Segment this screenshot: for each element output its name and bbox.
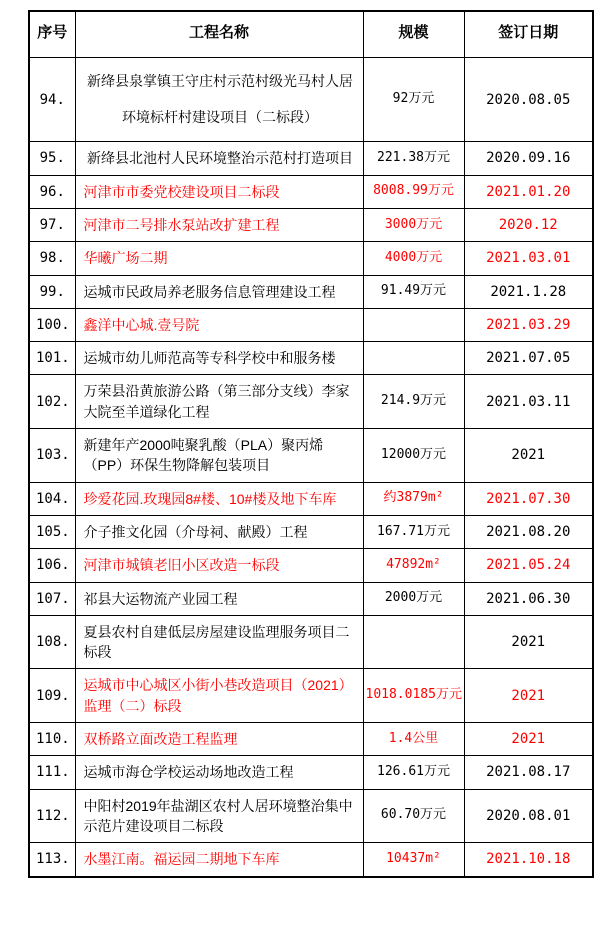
table-row (29, 515, 593, 548)
project-scale (363, 615, 464, 669)
row-number: 101. (29, 342, 75, 375)
row-number: 113. (29, 843, 75, 877)
signing-date: 2021.08.17 (464, 756, 593, 789)
table-row (29, 669, 593, 723)
project-scale: 10437m² (363, 843, 464, 877)
project-name: 新绛县泉掌镇王守庄村示范村级光马村人居环境标杆村建设项目（二标段） (75, 58, 363, 142)
col-header-name: 工程名称 (75, 11, 363, 58)
signing-date: 2021.03.01 (464, 242, 593, 275)
row-number: 102. (29, 375, 75, 429)
row-number: 108. (29, 615, 75, 669)
table-row (29, 375, 593, 429)
col-header-date: 签订日期 (464, 11, 593, 58)
projects-table (28, 10, 594, 878)
project-scale: 214.9万元 (363, 375, 464, 429)
table-row (29, 242, 593, 275)
project-name: 新绛县北池村人民环境整治示范村打造项目 (75, 142, 363, 175)
row-number: 104. (29, 482, 75, 515)
project-scale: 12000万元 (363, 429, 464, 483)
row-number: 110. (29, 723, 75, 756)
project-name: 河津市二号排水泵站改扩建工程 (75, 208, 363, 241)
row-number: 100. (29, 308, 75, 341)
project-name: 介子推文化园（介母祠、献殿）工程 (75, 515, 363, 548)
project-scale: 约3879m² (363, 482, 464, 515)
table-row (29, 429, 593, 483)
col-header-no: 序号 (29, 11, 75, 58)
project-name: 双桥路立面改造工程监理 (75, 723, 363, 756)
project-name: 运城市海仓学校运动场地改造工程 (75, 756, 363, 789)
table-row (29, 482, 593, 515)
project-name: 夏县农村自建低层房屋建设监理服务项目二标段 (75, 615, 363, 669)
row-number: 99. (29, 275, 75, 308)
table-row (29, 175, 593, 208)
signing-date: 2021 (464, 615, 593, 669)
signing-date: 2020.09.16 (464, 142, 593, 175)
table-body (29, 58, 593, 877)
signing-date: 2021.03.29 (464, 308, 593, 341)
signing-date: 2020.08.01 (464, 789, 593, 843)
project-scale: 3000万元 (363, 208, 464, 241)
signing-date: 2020.08.05 (464, 58, 593, 142)
project-scale: 91.49万元 (363, 275, 464, 308)
project-scale: 8008.99万元 (363, 175, 464, 208)
signing-date: 2021.08.20 (464, 515, 593, 548)
signing-date: 2021.03.11 (464, 375, 593, 429)
table-row (29, 843, 593, 877)
project-scale: 47892m² (363, 549, 464, 582)
signing-date: 2021.1.28 (464, 275, 593, 308)
table-row (29, 789, 593, 843)
signing-date: 2021.10.18 (464, 843, 593, 877)
project-name: 鑫洋中心城.壹号院 (75, 308, 363, 341)
signing-date: 2021.06.30 (464, 582, 593, 615)
row-number: 94. (29, 58, 75, 142)
table-row (29, 142, 593, 175)
project-scale: 60.70万元 (363, 789, 464, 843)
row-number: 111. (29, 756, 75, 789)
project-scale: 4000万元 (363, 242, 464, 275)
row-number: 98. (29, 242, 75, 275)
project-scale: 221.38万元 (363, 142, 464, 175)
signing-date: 2021.01.20 (464, 175, 593, 208)
row-number: 106. (29, 549, 75, 582)
project-name: 运城市中心城区小街小巷改造项目（2021）监理（二）标段 (75, 669, 363, 723)
table-row (29, 549, 593, 582)
row-number: 95. (29, 142, 75, 175)
project-name: 运城市民政局养老服务信息管理建设工程 (75, 275, 363, 308)
project-scale (363, 342, 464, 375)
project-scale (363, 308, 464, 341)
project-name: 新建年产2000吨聚乳酸（PLA）聚丙烯（PP）环保生物降解包装项目 (75, 429, 363, 483)
project-name: 河津市城镇老旧小区改造一标段 (75, 549, 363, 582)
table-row (29, 58, 593, 142)
project-name: 河津市市委党校建设项目二标段 (75, 175, 363, 208)
project-scale: 126.61万元 (363, 756, 464, 789)
signing-date: 2021 (464, 669, 593, 723)
row-number: 97. (29, 208, 75, 241)
signing-date: 2021.05.24 (464, 549, 593, 582)
header-row (29, 11, 593, 58)
signing-date: 2021.07.05 (464, 342, 593, 375)
project-name: 水墨江南。福运园二期地下车库 (75, 843, 363, 877)
project-scale: 167.71万元 (363, 515, 464, 548)
row-number: 112. (29, 789, 75, 843)
project-name: 中阳村2019年盐湖区农村人居环境整治集中示范片建设项目二标段 (75, 789, 363, 843)
project-name: 运城市幼儿师范高等专科学校中和服务楼 (75, 342, 363, 375)
project-name: 万荣县沿黄旅游公路（第三部分支线）李家大院至羊道绿化工程 (75, 375, 363, 429)
row-number: 105. (29, 515, 75, 548)
table-row (29, 615, 593, 669)
project-scale: 1.4公里 (363, 723, 464, 756)
row-number: 96. (29, 175, 75, 208)
table-row (29, 723, 593, 756)
project-name: 华曦广场二期 (75, 242, 363, 275)
signing-date: 2021 (464, 723, 593, 756)
project-name: 祁县大运物流产业园工程 (75, 582, 363, 615)
row-number: 109. (29, 669, 75, 723)
project-scale: 2000万元 (363, 582, 464, 615)
signing-date: 2021.07.30 (464, 482, 593, 515)
row-number: 103. (29, 429, 75, 483)
project-scale: 1018.0185万元 (363, 669, 464, 723)
signing-date: 2020.12 (464, 208, 593, 241)
table-row (29, 208, 593, 241)
table-row (29, 275, 593, 308)
table-row (29, 308, 593, 341)
table-row (29, 756, 593, 789)
signing-date: 2021 (464, 429, 593, 483)
table-row (29, 342, 593, 375)
project-name: 珍爱花园.玫瑰园8#楼、10#楼及地下车库 (75, 482, 363, 515)
table-row (29, 582, 593, 615)
col-header-scale: 规模 (363, 11, 464, 58)
row-number: 107. (29, 582, 75, 615)
project-scale: 92万元 (363, 58, 464, 142)
